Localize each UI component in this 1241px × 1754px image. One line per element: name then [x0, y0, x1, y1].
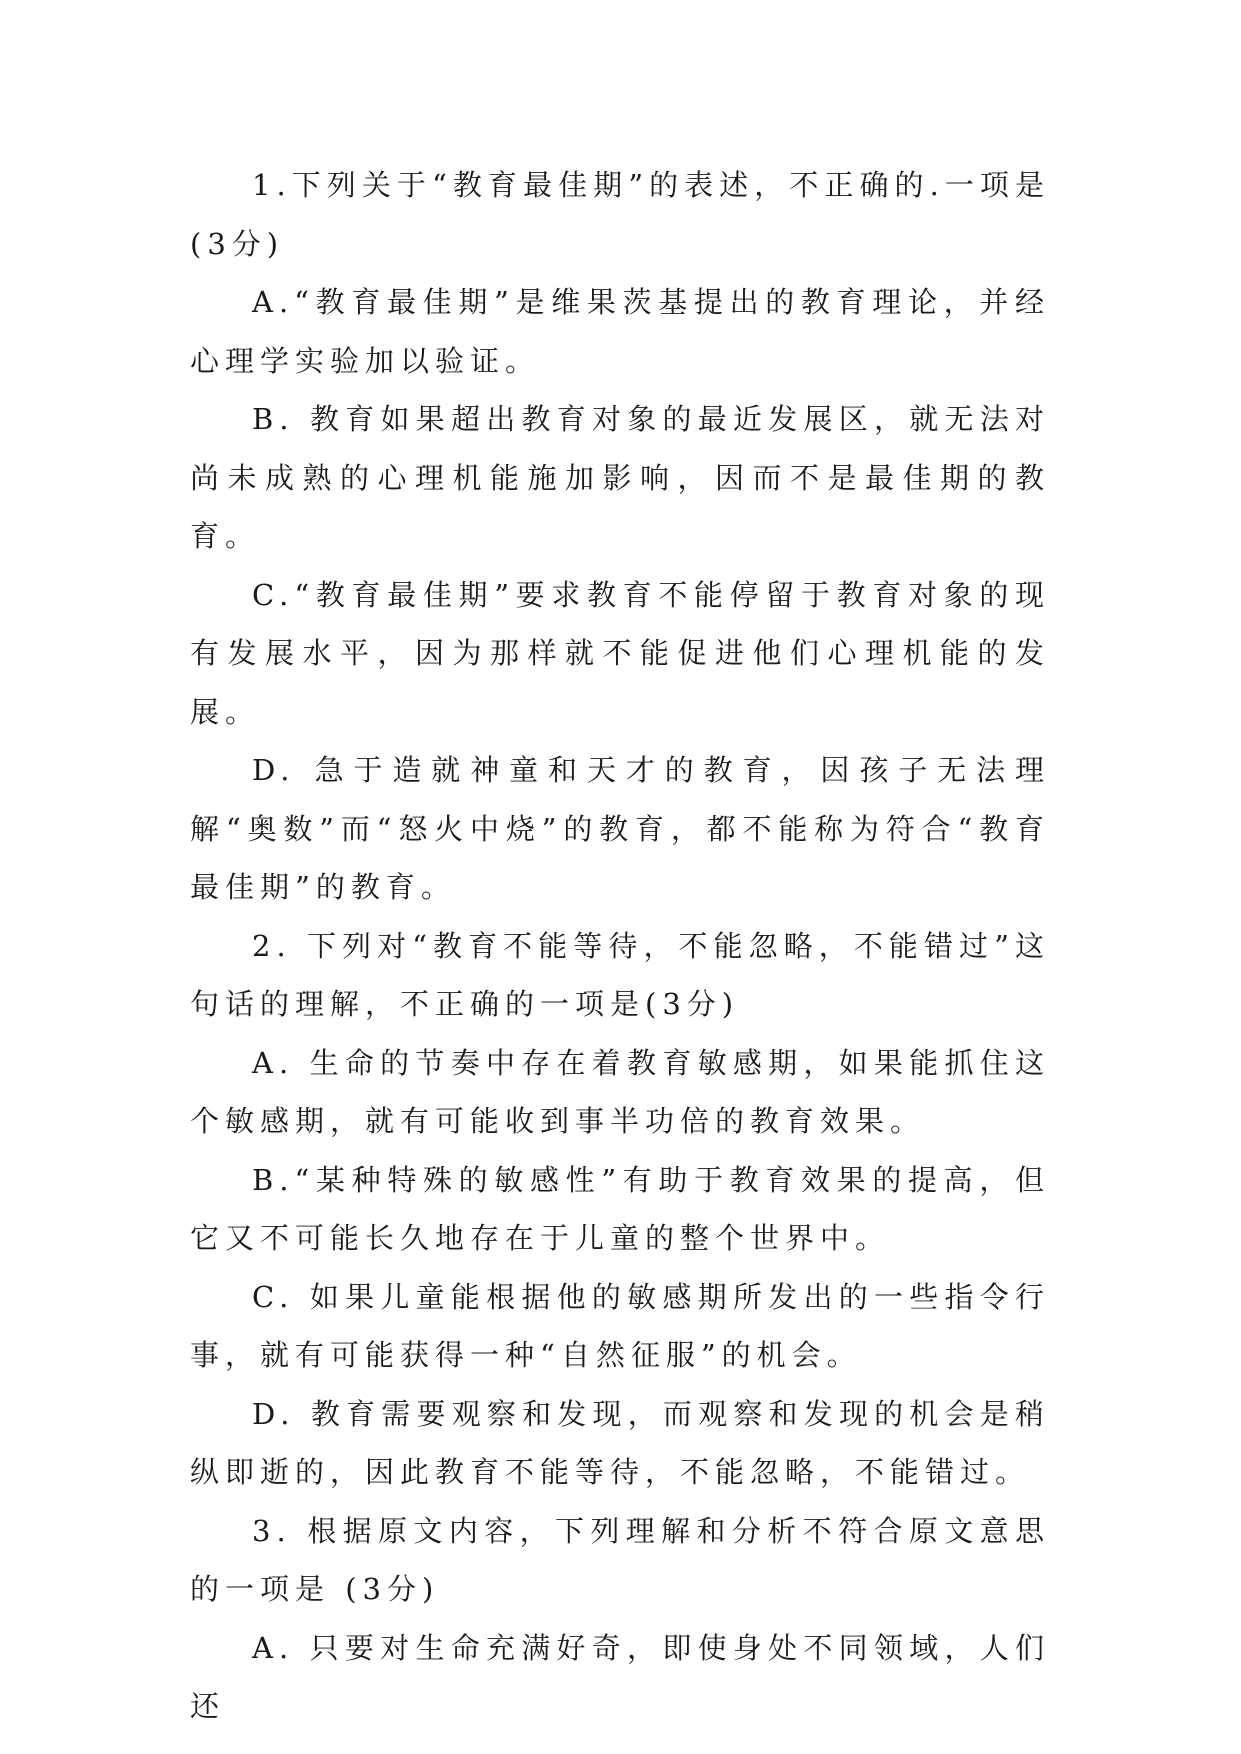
question-2-stem: 2. 下列对“教育不能等待，不能忽略，不能错过”这句话的理解，不正确的一项是(3分)	[190, 928, 1050, 1021]
document-body	[190, 156, 1050, 1736]
question-1-option-a: A.“教育最佳期”是维果茨基提出的教育理论，并经心理学实验加以验证。	[190, 285, 1050, 378]
question-1-option-c: C.“教育最佳期”要求教育不能停留于教育对象的现有发展水平，因为那样就不能促进他们心理机能的发展。	[190, 577, 1050, 729]
question-2-option-d: D. 教育需要观察和发现，而观察和发现的机会是稍纵即逝的，因此教育不能等待，不能忽略，不能错过。	[190, 1396, 1050, 1489]
question-1-stem: 1.下列关于“教育最佳期”的表述，不正确的.一项是(3分)	[190, 168, 1050, 261]
question-2-option-b: B.“某种特殊的敏感性”有助于教育效果的提高，但它又不可能长久地存在于儿童的整个世界中。	[190, 1162, 1050, 1255]
question-2-option-a: A. 生命的节奏中存在着教育敏感期，如果能抓住这个敏感期，就有可能收到事半功倍的教育效果。	[190, 1045, 1050, 1138]
question-1-option-b: B. 教育如果超出教育对象的最近发展区，就无法对尚未成熟的心理机能施加影响，因而不是最佳期的教育。	[190, 402, 1050, 553]
question-3-stem: 3. 根据原文内容，下列理解和分析不符合原文意思的一项是 (3分)	[190, 1513, 1050, 1606]
question-2-option-c: C. 如果儿童能根据他的敏感期所发出的一些指令行事，就有可能获得一种“自然征服”的机会。	[190, 1279, 1050, 1372]
question-3-option-a: A. 只要对生命充满好奇，即使身处不同领域，人们还	[190, 1630, 1050, 1723]
question-1-option-d: D. 急于造就神童和天才的教育，因孩子无法理解“奥数”而“怒火中烧”的教育，都不能称为符合“教育最佳期”的教育。	[190, 753, 1050, 904]
